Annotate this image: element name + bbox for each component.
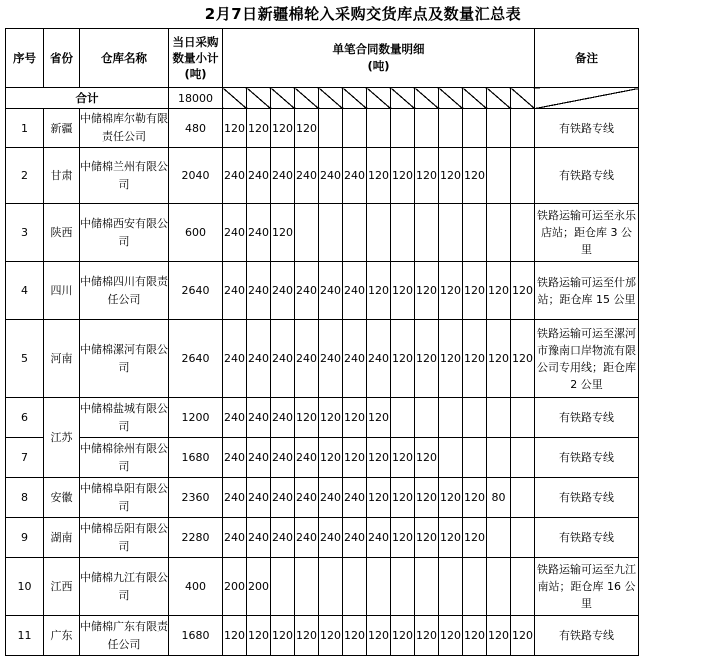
total-detail-cell	[343, 88, 367, 109]
detail-cell: 120	[223, 109, 247, 148]
subtotal-cell: 2640	[169, 262, 223, 320]
detail-cell: 240	[223, 478, 247, 518]
detail-cell	[511, 478, 535, 518]
detail-cell: 120	[415, 478, 439, 518]
detail-cell	[439, 558, 463, 616]
total-row	[6, 88, 639, 109]
province-cell: 甘肃	[44, 148, 80, 204]
detail-cell: 120	[415, 320, 439, 398]
detail-cell: 120	[415, 262, 439, 320]
detail-cell: 240	[247, 262, 271, 320]
detail-cell: 120	[367, 478, 391, 518]
detail-cell: 240	[223, 262, 247, 320]
total-label: 合计	[6, 88, 169, 109]
detail-cell: 240	[343, 478, 367, 518]
detail-cell: 120	[439, 518, 463, 558]
province-cell: 江西	[44, 558, 80, 616]
page-title: 2月7日新疆棉轮入采购交货库点及数量汇总表	[204, 5, 522, 23]
header-subtotal: 当日采购数量小计(吨)	[169, 29, 223, 88]
detail-cell: 240	[319, 148, 343, 204]
subtotal-cell: 1200	[169, 398, 223, 438]
header-detail-unit: (吨)	[367, 59, 390, 73]
detail-cell: 240	[223, 438, 247, 478]
header-detail	[223, 29, 535, 88]
summary-table	[5, 28, 639, 656]
seq-cell: 6	[6, 398, 44, 438]
note-cell: 有铁路专线	[535, 109, 639, 148]
detail-cell: 240	[247, 398, 271, 438]
warehouse-cell: 中储棉岳阳有限公司	[80, 518, 169, 558]
detail-cell: 240	[271, 148, 295, 204]
detail-cell: 120	[463, 478, 487, 518]
total-detail-cell	[319, 88, 343, 109]
detail-cell: 120	[439, 320, 463, 398]
total-detail-cell	[463, 88, 487, 109]
detail-cell: 120	[391, 438, 415, 478]
note-cell: 铁路运输可运至漯河市豫南口岸物流有限公司专用线；距仓库 2 公里	[535, 320, 639, 398]
detail-cell: 120	[343, 438, 367, 478]
note-cell: 有铁路专线	[535, 518, 639, 558]
detail-cell	[439, 109, 463, 148]
province-cell: 安徽	[44, 478, 80, 518]
detail-cell: 240	[343, 262, 367, 320]
detail-cell: 120	[343, 616, 367, 656]
detail-cell: 240	[295, 262, 319, 320]
detail-cell	[391, 109, 415, 148]
header-detail-title: 单笔合同数量明细	[332, 42, 425, 56]
detail-cell	[439, 398, 463, 438]
detail-cell: 240	[319, 320, 343, 398]
seq-cell: 4	[6, 262, 44, 320]
detail-cell: 240	[223, 320, 247, 398]
seq-cell: 9	[6, 518, 44, 558]
detail-cell: 120	[415, 148, 439, 204]
detail-cell: 240	[295, 320, 319, 398]
total-detail-cell	[511, 88, 535, 109]
detail-cell: 120	[415, 616, 439, 656]
detail-cell: 240	[271, 320, 295, 398]
detail-cell: 240	[295, 518, 319, 558]
subtotal-cell: 1680	[169, 438, 223, 478]
detail-cell	[511, 398, 535, 438]
detail-cell	[511, 558, 535, 616]
detail-cell	[415, 109, 439, 148]
detail-cell: 120	[391, 518, 415, 558]
detail-cell: 120	[439, 148, 463, 204]
detail-cell: 240	[223, 148, 247, 204]
warehouse-cell: 中储棉兰州有限公司	[80, 148, 169, 204]
detail-cell	[463, 438, 487, 478]
table-row	[6, 262, 639, 320]
warehouse-cell: 中储棉阜阳有限公司	[80, 478, 169, 518]
seq-cell: 11	[6, 616, 44, 656]
seq-cell: 10	[6, 558, 44, 616]
subtotal-cell: 2280	[169, 518, 223, 558]
table-row	[6, 616, 639, 656]
subtotal-cell: 600	[169, 204, 223, 262]
note-cell: 有铁路专线	[535, 438, 639, 478]
table-row	[6, 518, 639, 558]
detail-cell: 120	[319, 616, 343, 656]
detail-cell: 120	[271, 616, 295, 656]
detail-cell: 120	[463, 148, 487, 204]
province-cell: 新疆	[44, 109, 80, 148]
table-row	[6, 204, 639, 262]
detail-cell: 80	[487, 478, 511, 518]
warehouse-cell: 中储棉漯河有限公司	[80, 320, 169, 398]
detail-cell	[391, 398, 415, 438]
table-row	[6, 398, 639, 438]
detail-cell: 120	[439, 478, 463, 518]
detail-cell	[415, 204, 439, 262]
detail-cell	[439, 204, 463, 262]
detail-cell	[343, 109, 367, 148]
note-cell: 有铁路专线	[535, 478, 639, 518]
detail-cell: 120	[223, 616, 247, 656]
detail-cell: 120	[391, 320, 415, 398]
detail-cell	[415, 398, 439, 438]
province-cell: 江苏	[44, 398, 80, 478]
detail-cell: 240	[295, 148, 319, 204]
detail-cell: 240	[319, 518, 343, 558]
detail-cell	[463, 204, 487, 262]
detail-cell: 120	[295, 398, 319, 438]
detail-cell: 240	[343, 148, 367, 204]
detail-cell: 240	[367, 518, 391, 558]
detail-cell: 120	[463, 320, 487, 398]
detail-cell: 240	[247, 478, 271, 518]
detail-cell: 120	[415, 518, 439, 558]
total-detail-cell	[367, 88, 391, 109]
detail-cell: 240	[343, 320, 367, 398]
note-cell: 有铁路专线	[535, 148, 639, 204]
detail-cell: 240	[247, 148, 271, 204]
warehouse-cell: 中储棉盐城有限公司	[80, 398, 169, 438]
detail-cell: 120	[391, 616, 415, 656]
detail-cell	[391, 558, 415, 616]
detail-cell: 120	[415, 438, 439, 478]
detail-cell	[295, 558, 319, 616]
warehouse-cell: 中储棉四川有限责任公司	[80, 262, 169, 320]
subtotal-cell: 400	[169, 558, 223, 616]
header-row	[6, 29, 639, 88]
table-row	[6, 109, 639, 148]
detail-cell	[343, 204, 367, 262]
total-detail-cell	[271, 88, 295, 109]
detail-cell	[511, 109, 535, 148]
detail-cell: 240	[319, 478, 343, 518]
detail-cell	[463, 558, 487, 616]
detail-cell: 120	[367, 398, 391, 438]
total-note-cell	[535, 88, 639, 109]
detail-cell	[487, 204, 511, 262]
subtotal-cell: 2040	[169, 148, 223, 204]
detail-cell: 240	[223, 204, 247, 262]
detail-cell: 120	[391, 478, 415, 518]
detail-cell: 120	[295, 109, 319, 148]
detail-cell: 120	[367, 616, 391, 656]
detail-cell	[487, 148, 511, 204]
detail-cell: 120	[439, 616, 463, 656]
total-value: 18000	[169, 88, 223, 109]
warehouse-cell: 中储棉库尔勒有限责任公司	[80, 109, 169, 148]
detail-cell: 120	[319, 398, 343, 438]
province-cell: 四川	[44, 262, 80, 320]
subtotal-cell: 480	[169, 109, 223, 148]
detail-cell: 240	[319, 262, 343, 320]
detail-cell	[487, 518, 511, 558]
detail-cell	[319, 109, 343, 148]
note-cell: 铁路运输可运至什邡站；距仓库 15 公里	[535, 262, 639, 320]
detail-cell	[319, 204, 343, 262]
total-detail-cell	[391, 88, 415, 109]
seq-cell: 1	[6, 109, 44, 148]
detail-cell: 240	[367, 320, 391, 398]
detail-cell	[319, 558, 343, 616]
detail-cell: 120	[463, 518, 487, 558]
seq-cell: 2	[6, 148, 44, 204]
detail-cell: 120	[463, 262, 487, 320]
subtotal-cell: 2640	[169, 320, 223, 398]
detail-cell	[415, 558, 439, 616]
detail-cell: 240	[295, 438, 319, 478]
detail-cell: 200	[223, 558, 247, 616]
warehouse-cell: 中储棉广东有限责任公司	[80, 616, 169, 656]
detail-cell	[391, 204, 415, 262]
total-detail-cell	[439, 88, 463, 109]
detail-cell	[511, 518, 535, 558]
detail-cell	[463, 109, 487, 148]
table-row	[6, 438, 639, 478]
detail-cell: 120	[367, 262, 391, 320]
detail-cell: 240	[223, 398, 247, 438]
header-note: 备注	[535, 29, 639, 88]
province-cell: 陕西	[44, 204, 80, 262]
detail-cell	[343, 558, 367, 616]
table-row	[6, 148, 639, 204]
detail-cell	[295, 204, 319, 262]
note-cell: 有铁路专线	[535, 616, 639, 656]
table-row	[6, 558, 639, 616]
note-cell: 有铁路专线	[535, 398, 639, 438]
detail-cell	[487, 438, 511, 478]
detail-cell	[511, 148, 535, 204]
detail-cell: 120	[511, 262, 535, 320]
detail-cell: 120	[271, 109, 295, 148]
total-detail-cell	[223, 88, 247, 109]
detail-cell	[367, 109, 391, 148]
detail-cell: 240	[247, 204, 271, 262]
detail-cell: 240	[247, 320, 271, 398]
detail-cell: 120	[487, 262, 511, 320]
detail-cell: 120	[343, 398, 367, 438]
detail-cell	[511, 204, 535, 262]
detail-cell: 120	[367, 438, 391, 478]
province-cell: 广东	[44, 616, 80, 656]
total-detail-cell	[295, 88, 319, 109]
detail-cell: 120	[391, 148, 415, 204]
detail-cell: 240	[271, 262, 295, 320]
table-row	[6, 320, 639, 398]
detail-cell: 200	[247, 558, 271, 616]
detail-cell: 240	[223, 518, 247, 558]
detail-cell: 120	[439, 262, 463, 320]
province-cell: 河南	[44, 320, 80, 398]
province-cell: 湖南	[44, 518, 80, 558]
warehouse-cell: 中储棉西安有限公司	[80, 204, 169, 262]
summary-table-wrap	[5, 28, 639, 656]
detail-cell: 120	[271, 204, 295, 262]
warehouse-cell: 中储棉徐州有限公司	[80, 438, 169, 478]
detail-cell: 240	[295, 478, 319, 518]
detail-cell: 120	[319, 438, 343, 478]
detail-cell: 240	[271, 438, 295, 478]
seq-cell: 5	[6, 320, 44, 398]
detail-cell	[511, 438, 535, 478]
total-detail-cell	[487, 88, 511, 109]
note-cell: 铁路运输可运至九江南站；距仓库 16 公里	[535, 558, 639, 616]
header-seq: 序号	[6, 29, 44, 88]
detail-cell	[367, 204, 391, 262]
detail-cell	[439, 438, 463, 478]
detail-cell	[487, 558, 511, 616]
detail-cell: 120	[511, 616, 535, 656]
seq-cell: 7	[6, 438, 44, 478]
header-province: 省份	[44, 29, 80, 88]
seq-cell: 8	[6, 478, 44, 518]
warehouse-cell: 中储棉九江有限公司	[80, 558, 169, 616]
seq-cell: 3	[6, 204, 44, 262]
note-cell: 铁路运输可运至永乐店站；距仓库 3 公里	[535, 204, 639, 262]
subtotal-cell: 1680	[169, 616, 223, 656]
detail-cell: 120	[367, 148, 391, 204]
detail-cell	[271, 558, 295, 616]
subtotal-cell: 2360	[169, 478, 223, 518]
detail-cell: 240	[271, 398, 295, 438]
detail-cell: 120	[391, 262, 415, 320]
detail-cell	[367, 558, 391, 616]
table-row	[6, 478, 639, 518]
detail-cell: 120	[247, 109, 271, 148]
detail-cell: 120	[247, 616, 271, 656]
detail-cell: 120	[511, 320, 535, 398]
detail-cell: 240	[247, 438, 271, 478]
detail-cell: 120	[487, 616, 511, 656]
detail-cell	[463, 398, 487, 438]
detail-cell: 120	[463, 616, 487, 656]
detail-cell: 240	[271, 478, 295, 518]
detail-cell: 240	[343, 518, 367, 558]
total-detail-cell	[247, 88, 271, 109]
detail-cell: 120	[295, 616, 319, 656]
total-detail-cell	[415, 88, 439, 109]
detail-cell: 120	[487, 320, 511, 398]
detail-cell: 240	[271, 518, 295, 558]
header-warehouse: 仓库名称	[80, 29, 169, 88]
detail-cell	[487, 398, 511, 438]
detail-cell	[487, 109, 511, 148]
detail-cell: 240	[247, 518, 271, 558]
